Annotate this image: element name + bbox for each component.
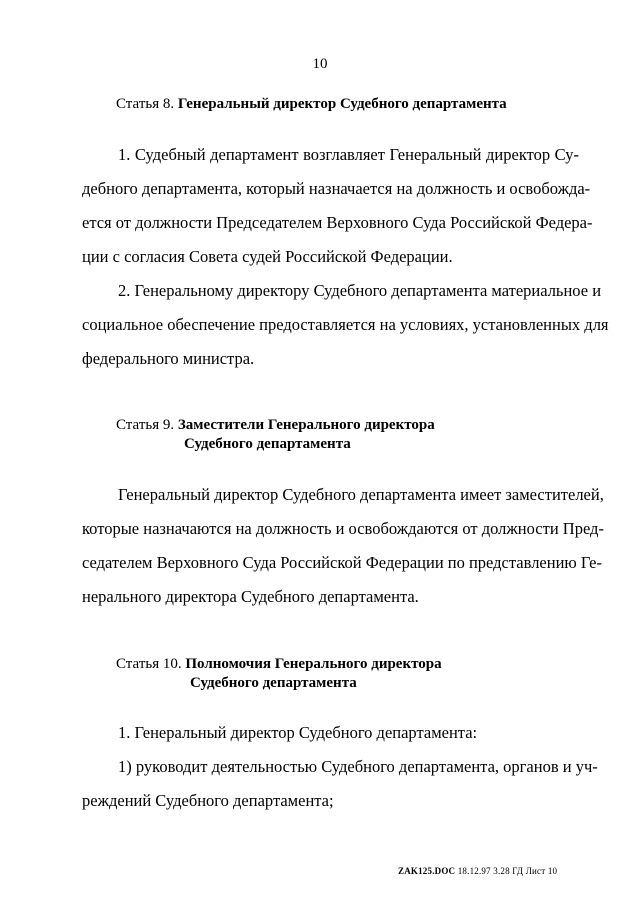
article-9-para-1-line-3: седателем Верховного Суда Российской Федерации по представлению Ге- (82, 553, 602, 572)
article-9-heading-continued (184, 435, 351, 454)
article-10-label: Статья 10. (116, 656, 182, 672)
footer-org: ГД (512, 866, 524, 876)
article-10-title-line-1: Полномочия Генерального директора (185, 656, 442, 672)
article-9-para-1-line-1: Генеральный директор Судебного департамента имеет заместителей, (118, 485, 604, 504)
article-10-heading (116, 655, 442, 674)
article-8-para-1-line-2: дебного департамента, который назначается на должность и освобожда- (82, 179, 591, 198)
article-10-title-line-2: Судебного департамента (190, 675, 357, 691)
article-8-para-1-line-3: ется от должности Председателем Верховного Суда Российской Федера- (82, 213, 593, 232)
article-8-para-1-line-1: 1. Судебный департамент возглавляет Генеральный директор Су- (118, 145, 579, 164)
article-8-heading (116, 95, 507, 114)
article-8-para-2-line-3: федерального министра. (82, 349, 255, 368)
article-10-para-2-line-2: реждений Судебного департамента; (82, 791, 334, 810)
article-9-label: Статья 9. (116, 417, 175, 433)
article-9-title-line-1: Заместители Генерального директора (177, 417, 435, 433)
article-8-label: Статья 8. (116, 96, 175, 112)
footer-sheet-label: Лист (525, 866, 546, 876)
article-9-heading (116, 416, 435, 435)
article-8-para-2-line-2: социальное обеспечение предоставляется на условиях, установленных для (82, 315, 609, 334)
footer-sheet-number: 10 (547, 866, 558, 876)
footer-date: 18.12.97 (457, 866, 491, 876)
article-10-para-1-line-1: 1. Генеральный директор Судебного департамента: (118, 723, 478, 742)
article-9-title-line-2: Судебного департамента (184, 436, 351, 452)
article-8-para-2-line-1: 2. Генеральному директору Судебного департамента материальное и (118, 281, 602, 300)
article-10-para-2-line-1: 1) руководит деятельностью Судебного департамента, органов и уч- (118, 757, 598, 776)
footer-time: 3.28 (493, 866, 510, 876)
article-10-heading-continued (190, 674, 357, 693)
article-9-para-1-line-4: нерального директора Судебного департамента. (82, 587, 419, 606)
page-number: 10 (312, 56, 328, 72)
article-8-para-1-line-4: ции с согласия Совета судей Российской Федерации. (82, 247, 453, 266)
article-9-para-1-line-2: которые назначаются на должность и освобождаются от должности Пред- (82, 519, 604, 538)
page-footer (398, 866, 557, 876)
article-8-title: Генеральный директор Судебного департамента (177, 96, 507, 112)
footer-file-code: ZAK125.DOC (398, 866, 456, 876)
